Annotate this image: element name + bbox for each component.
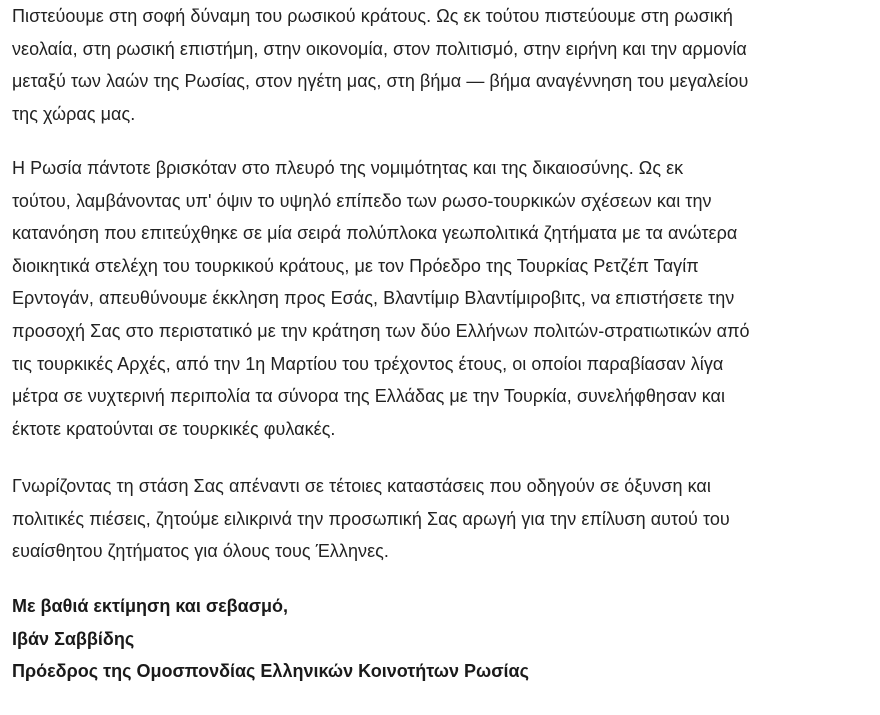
signature-name: Ιβάν Σαββίδης xyxy=(12,628,135,649)
paragraph-request: Γνωρίζοντας τη στάση Σας απέναντι σε τέτοιες καταστάσεις που οδηγούν σε όξυνση και πολιτικές πιέσεις, ζητούμε ειλικρινά την προσωπική Σας αρωγή για την επίλυση αυτού του ευαίσθητου ζητήματος για όλους τους Έλληνες. xyxy=(12,476,730,562)
signature-title: Πρόεδρος της Ομοσπονδίας Ελληνικών Κοινοτήτων Ρωσίας xyxy=(12,661,529,682)
signature-block xyxy=(12,590,529,688)
paragraph-belief: Πιστεύουμε στη σοφή δύναμη του ρωσικού κράτους. Ως εκ τούτου πιστεύουμε στη ρωσική νεολαία, στη ρωσική επιστήμη, στην οικονομία, στον πολιτισμό, στην ειρήνη και την αρμονία μεταξύ των λαών της Ρωσίας, στον ηγέτη μας, στη βήμα — βήμα αναγέννηση του μεγαλείου της χώρας μας. xyxy=(12,6,749,124)
paragraph-appeal: Η Ρωσία πάντοτε βρισκόταν στο πλευρό της νομιμότητας και της δικαιοσύνης. Ως εκ τούτου, λαμβάνοντας υπ' όψιν το υψηλό επίπεδο των ρωσο-τουρκικών σχέσεων και την κατανόηση που επιτεύχθηκε σε μία σειρά πολύπλοκα γεωπολιτικά ζητήματα με τα ανώτερα διοικητικά στελέχη του τουρκικού κράτους, με τον Πρόεδρο της Τουρκίας Ρετζέπ Ταγίπ Ερντογάν, απευθύνουμε έκκληση προς Εσάς, Βλαντίμιρ Βλαντίμιροβιτς, να επιστήσετε την προσοχή Σας στο περιστατικό με την κράτηση των δύο Ελλήνων πολιτών-στρατιωτικών από τις τουρκικές Αρχές, από την 1η Μαρτίου του τρέχοντος έτους, οι οποίοι παραβίασαν λίγα μέτρα σε νυχτερινή περιπολία τα σύνορα της Ελλάδας με την Τουρκία, συνελήφθησαν και έκτοτε κρατούνται σε τουρκικές φυλακές. xyxy=(12,158,750,439)
signature-closing: Με βαθιά εκτίμηση και σεβασμό, xyxy=(12,596,289,616)
